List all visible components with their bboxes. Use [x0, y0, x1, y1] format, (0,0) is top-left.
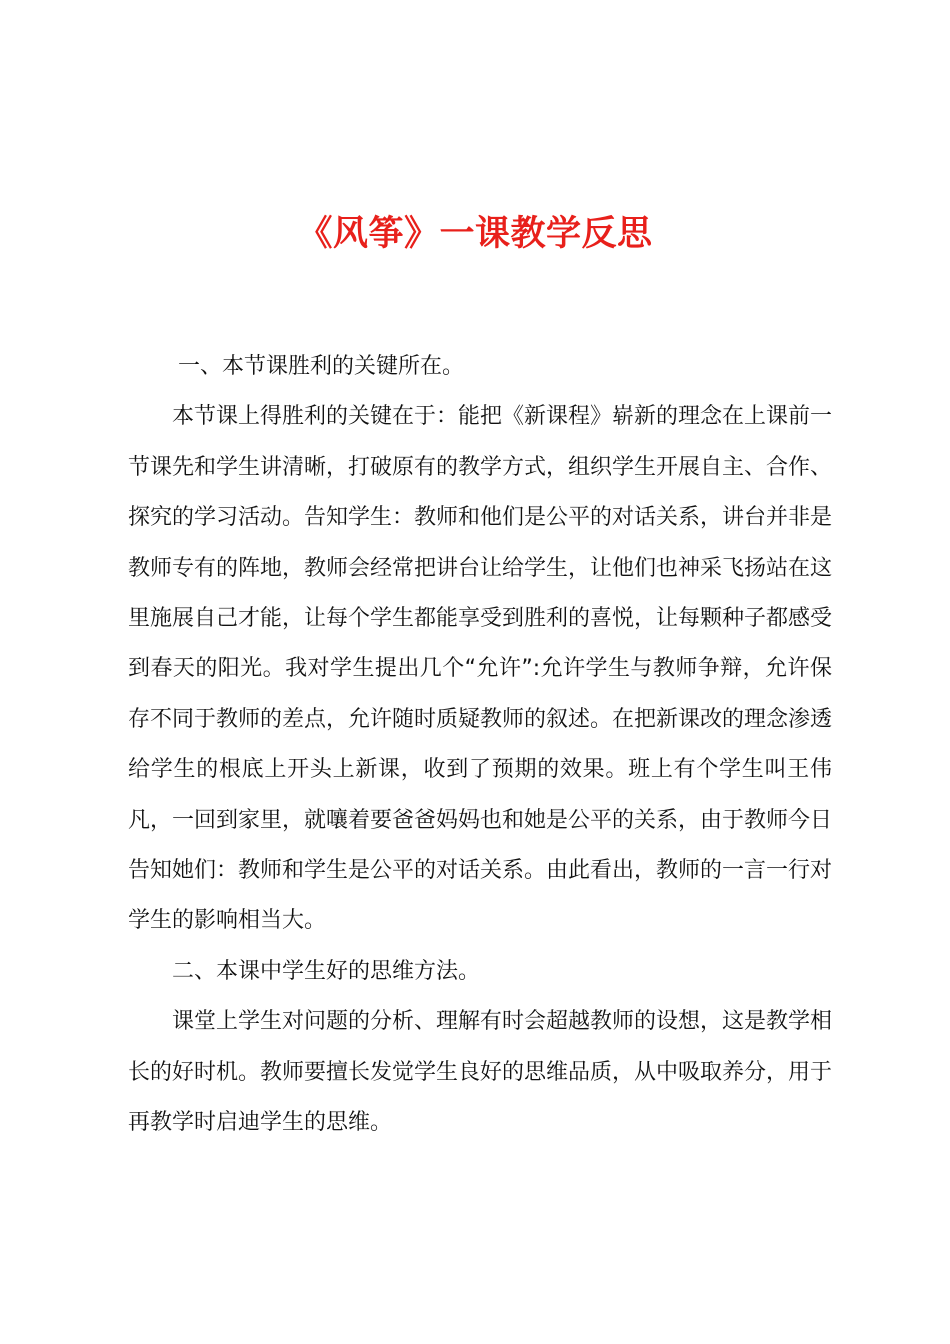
paragraph-2: 课堂上学生对问题的分析、理解有时会超越教师的设想，这是教学相长的好时机。教师要擅长发觉学生良好的思维品质，从中吸取养分，用于再教学时启迪学生的思维。 — [128, 1009, 833, 1136]
section-heading-2: 二、本课中学生好的思维方法。 — [172, 958, 481, 984]
section-heading-1: 一、本节课胜利的关键所在。 — [178, 354, 465, 379]
document-title: 《风筝》一课教学反思 — [297, 214, 653, 254]
paragraph-1: 本节课上得胜利的关键在于：能把《新课程》崭新的理念在上课前一节课先和学生讲清晰，打破原有的教学方式，组织学生开展自主、合作、探究的学习活动。告知学生：教师和他们是公平的对话关系，讲台并非是教师专有的阵地，教师会经常把讲台让给学生，让他们也神采飞扬站在这里施展自己才能，让每个学生都能享受到胜利的喜悦，让每颗种子都感受到春天的阳光。我对学生提出几个“允许”:允许学生与教师争辩，允许保存不同于教师的差点，允许随时质疑教师的叙述。在把新课改的理念渗透给学生的根底上开头上新课，收到了预期的效果。班上有个学生叫王伟凡，一回到家里，就嚷着要爸爸妈妈也和她是公平的关系，由于教师今日告知她们：教师和学生是公平的对话关系。由此看出，教师的一言一行对学生的影响相当大。 — [128, 404, 833, 934]
document-body — [128, 342, 832, 1149]
